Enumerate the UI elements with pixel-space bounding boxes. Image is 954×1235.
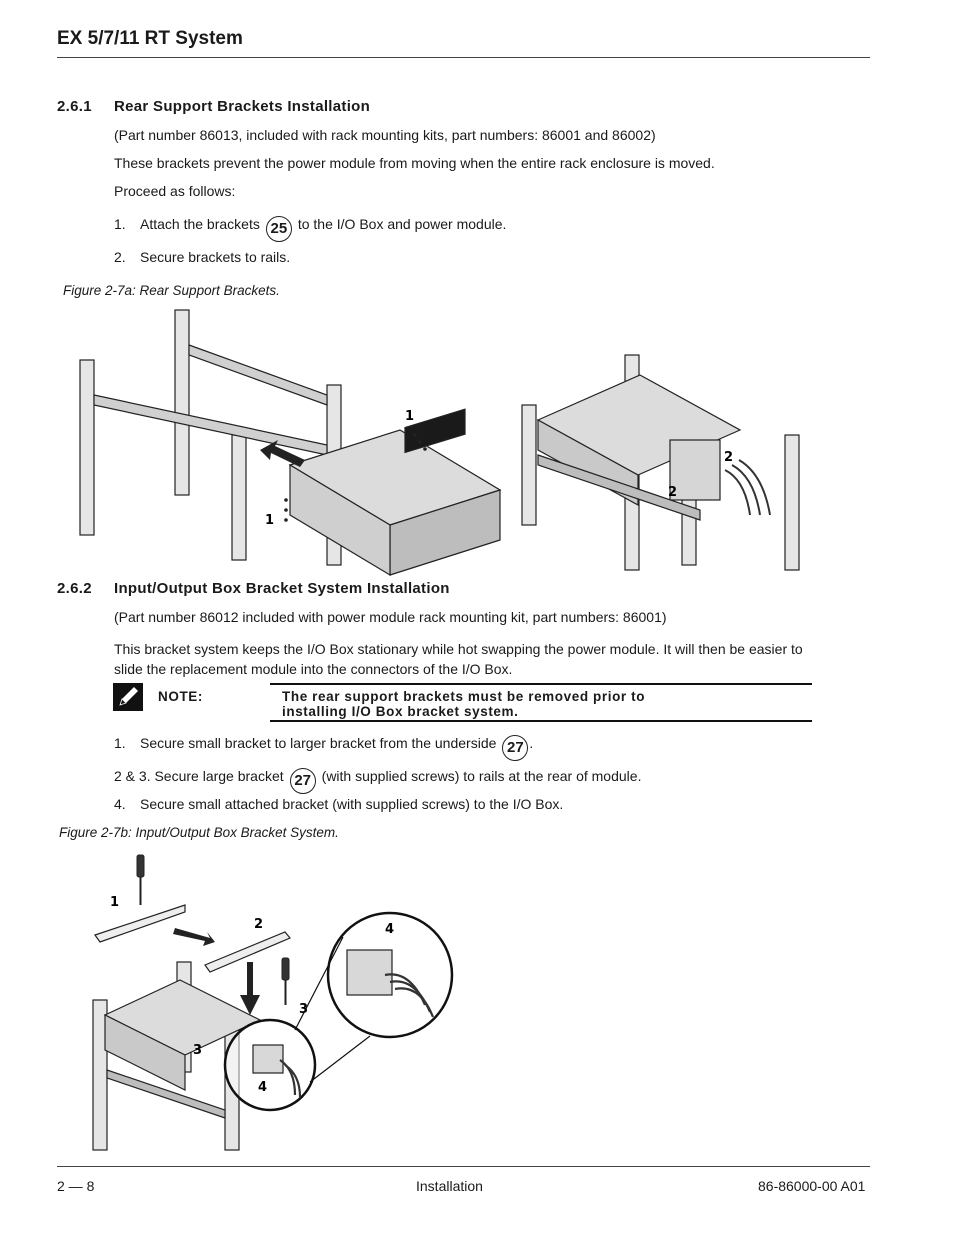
step-text-post: to the I/O Box and power module. <box>297 216 507 232</box>
step-text-pre: Secure small bracket to larger bracket from the underside <box>140 735 497 751</box>
figure-label: 3 <box>299 1002 309 1017</box>
slide-rail <box>94 395 327 455</box>
page-header-title: EX 5/7/11 RT System <box>57 28 243 49</box>
step-text-pre: 2 & 3. Secure large bracket <box>114 768 284 784</box>
section-number: 2.6.2 <box>57 580 92 597</box>
step-text: Secure small attached bracket (with supplied screws) to the I/O Box. <box>140 796 564 812</box>
section-description: These brackets prevent the power module from moving when the entire rack enclosure is moved. <box>114 155 715 171</box>
io-box-detail <box>347 950 392 995</box>
screwdriver-handle <box>282 958 289 980</box>
step-number: 1. <box>114 216 126 232</box>
footer-rule <box>57 1166 870 1167</box>
rack-rail <box>522 405 536 525</box>
step-text <box>140 733 533 761</box>
step-text-pre: Attach the brackets <box>140 216 260 232</box>
note-text-line: The rear support brackets must be removed prior to <box>282 689 646 704</box>
section-description: This bracket system keeps the I/O Box stationary while hot swapping the power module. It will then be easier to slide the replacement module into the connectors of the I/O Box. <box>114 641 803 677</box>
figure-label: 1 <box>110 895 120 910</box>
part-note: (Part number 86012 included with power module rack mounting kit, part numbers: 86001) <box>114 609 667 625</box>
section-title: Rear Support Brackets Installation <box>114 98 371 115</box>
step-number: 1. <box>114 735 126 751</box>
cable <box>739 460 770 515</box>
step-text-post: . <box>529 735 534 751</box>
header-rule <box>57 57 870 58</box>
rack-rail <box>175 310 189 495</box>
slide-rail <box>189 345 327 405</box>
figure-label: 2 <box>724 450 734 465</box>
step-text: Secure brackets to rails. <box>140 249 291 265</box>
step-text <box>140 214 506 242</box>
rack-rail <box>232 435 246 560</box>
section-number: 2.6.1 <box>57 98 92 115</box>
cable <box>732 465 760 515</box>
bracket-small <box>95 905 185 942</box>
footer-page-number: 2 — 8 <box>57 1178 95 1194</box>
step-text <box>114 766 641 794</box>
note-box <box>270 683 812 722</box>
note-text-line: installing I/O Box bracket system. <box>282 704 519 719</box>
rack-rail <box>80 360 94 535</box>
io-box <box>670 440 720 500</box>
figure-label: 4 <box>385 922 395 937</box>
proceed-text: Proceed as follows: <box>114 183 236 199</box>
step-text-post: (with supplied screws) to rails at the rear of module. <box>321 768 642 784</box>
rear-support-brackets-figure <box>60 305 820 580</box>
figure-caption: Figure 2-7b: Input/Output Box Bracket System. <box>59 825 339 840</box>
figure-label: 3 <box>193 1043 203 1058</box>
arrow-right <box>173 928 215 946</box>
callout-number: 25 <box>266 216 292 242</box>
screwdriver-handle <box>137 855 144 877</box>
step-number: 4. <box>114 796 126 812</box>
footer-doc-number: 86-86000-00 A01 <box>758 1178 866 1194</box>
footer-section: Installation <box>416 1178 483 1194</box>
note-label: NOTE: <box>158 689 203 704</box>
figure-label: 1 <box>405 409 415 424</box>
figure-label: 2 <box>668 485 678 500</box>
arrow-down <box>240 962 260 1015</box>
note-pencil-icon <box>113 683 143 711</box>
figure-label: 2 <box>254 917 264 932</box>
section-title: Input/Output Box Bracket System Installation <box>114 580 450 597</box>
step-number: 2. <box>114 249 126 265</box>
io-box-bracket-figure <box>85 850 465 1155</box>
callout-number: 27 <box>502 735 528 761</box>
figure-caption: Figure 2-7a: Rear Support Brackets. <box>63 283 280 298</box>
rack-rail <box>785 435 799 570</box>
callout-number: 27 <box>290 768 316 794</box>
part-note: (Part number 86013, included with rack mounting kits, part numbers: 86001 and 86002) <box>114 127 656 143</box>
figure-label: 1 <box>265 513 275 528</box>
figure-label: 4 <box>258 1080 268 1095</box>
io-box-detail <box>253 1045 283 1073</box>
